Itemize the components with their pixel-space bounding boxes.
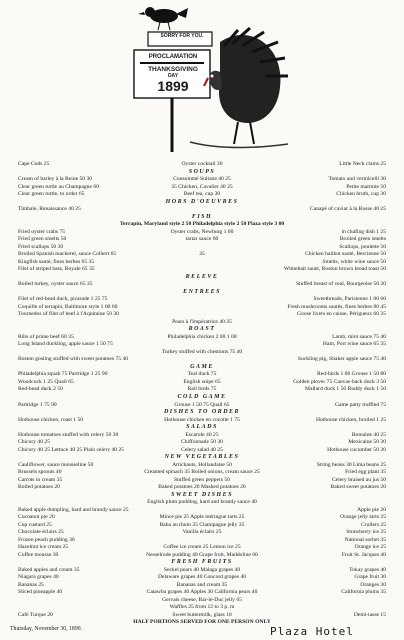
menu-row bbox=[8, 528, 396, 536]
menu-item-center: Chiffonnade 50 30 bbox=[181, 439, 223, 445]
sign-thanksgiving: THANKSGIVING bbox=[148, 66, 198, 73]
menu-item-left: Cape Cods 25 bbox=[18, 161, 50, 167]
section-heading: GAME bbox=[190, 364, 214, 370]
menu-item-left: Broiled Spanish mackerel, sauce Colbert 65 bbox=[18, 251, 117, 257]
menu-item-center: Philadelphia chicken 2 00 1 00 bbox=[167, 334, 237, 340]
menu-item-left: Coffee mousse 30 bbox=[18, 552, 59, 558]
menu-row bbox=[8, 438, 396, 446]
menu-item-right: Celery braised au jus 50 bbox=[331, 477, 386, 483]
menu-row bbox=[8, 310, 396, 318]
menu-row bbox=[8, 355, 396, 363]
menu-item-right: Suckling pig, Shaker apple sauce 75 40 bbox=[297, 356, 386, 362]
menu-item-left: Red-head duck 2 50 bbox=[18, 386, 63, 392]
section-heading: SALADS bbox=[186, 424, 218, 430]
menu-item-left: Coquille of terrapin, Baltimore style 1 00 60 bbox=[18, 304, 118, 310]
menu-item-right: Romaine 40 25 bbox=[351, 432, 386, 438]
menu-item-right: Mexicaine 50 30 bbox=[348, 439, 386, 445]
crow-icon bbox=[138, 7, 188, 30]
menu-row bbox=[8, 385, 396, 393]
menu-item-right: Chicken halibut sauté, Bercienne 50 bbox=[305, 251, 386, 257]
menu-item-center: Coffee ice cream 25 Lemon ice 25 bbox=[163, 544, 241, 550]
section-heading: COLD GAME bbox=[177, 394, 227, 400]
menu-row bbox=[8, 295, 396, 303]
menu-item-right: Broiled green smelts bbox=[339, 236, 386, 242]
menu-item-right: Fried egg plant 35 bbox=[345, 469, 386, 475]
menu-item-center: Bananas and cream 35 bbox=[176, 582, 228, 588]
menu-item-right: Scallops, poulette 50 bbox=[339, 244, 386, 250]
section-heading: FRESH FRUITS bbox=[171, 559, 233, 565]
menu-item-left: Filet of red-head duck, picarade 1 25 75 bbox=[18, 296, 108, 302]
menu-item-right: Goose livers en caisse, Périgueux 60 35 bbox=[296, 311, 386, 317]
menu-item-right: Lamb, mint sauce 75 40 bbox=[332, 334, 386, 340]
menu-item-center: Oyster crabs, Newburg 1 00 bbox=[170, 229, 234, 235]
section-heading: ROAST bbox=[188, 326, 216, 332]
menu-item-right: Little Neck clams 25 bbox=[339, 161, 386, 167]
menu-row bbox=[8, 573, 396, 581]
menu-item-right: Chicken broth, cup 30 bbox=[336, 191, 386, 197]
menu-item-center: Gervais cheese, Bar-le-Duc jelly 65 bbox=[162, 597, 242, 603]
menu-item-right: Canapé of caviar à la Russe 40 25 bbox=[310, 206, 386, 212]
menu-item-left: Fried oyster crabs 75 bbox=[18, 229, 66, 235]
menu-date: Thursday, November 30, 1899. bbox=[10, 626, 83, 632]
menu-row bbox=[8, 160, 396, 168]
menu-item-center: Pears à l'Impératrice 40 25 bbox=[172, 319, 232, 325]
menu-item-right: Orange ice 25 bbox=[354, 544, 386, 550]
menu-item-center: Teal duck 75 bbox=[187, 371, 217, 377]
menu-row bbox=[8, 498, 396, 506]
menu-item-left: Boiled turkey, oyster sauce 65 35 bbox=[18, 281, 93, 287]
menu-item-right: Tomato and vermicelli 30 bbox=[328, 176, 386, 182]
section-heading: FISH bbox=[191, 214, 213, 220]
menu-item-right: Baked sweet potatoes 20 bbox=[330, 484, 386, 490]
menu-item-center: English snipe 65 bbox=[183, 379, 221, 385]
menu-item-right: Hothouse cucumber 50 30 bbox=[327, 447, 386, 453]
menu-item-left: Clear green turtle au Champagne 60 bbox=[18, 184, 99, 190]
menu-item-left: Cauliflower, sauce mousseline 50 bbox=[18, 462, 94, 468]
menu-item-left: Chocolate éclairs 25 bbox=[18, 529, 64, 535]
menu-row bbox=[8, 175, 396, 183]
menu-item-right: Fresh mushrooms sautés, fines herbes 80 45 bbox=[287, 304, 386, 310]
menu-item-left: Clear green turtle, to order 65 bbox=[18, 191, 85, 197]
menu-item-center: English plum pudding, hard and brandy sauce 40 bbox=[147, 499, 257, 505]
menu-row bbox=[8, 603, 396, 611]
menu-item-right: Demi-tasse 15 bbox=[353, 612, 386, 618]
menu-item-center: Catawba grapes 40 Apples 30 California pears 40 bbox=[146, 589, 258, 595]
hotel-name: Plaza Hotel bbox=[270, 625, 354, 638]
menu-item-right: Game patty truffled 75 bbox=[334, 402, 386, 408]
menu-item-left: Kingfish sauté, fines herbes 65 35 bbox=[18, 259, 95, 265]
menu-item-center: Baba au rhum 25 Champagne jelly 35 bbox=[159, 522, 245, 528]
menu-row bbox=[8, 205, 396, 213]
menu-item-center: Grouse 1 50 75 Quail 65 bbox=[174, 402, 230, 408]
menu-item-left: Fried scallops 50 30 bbox=[18, 244, 64, 250]
menu-item-center: Celery salad 40 25 bbox=[181, 447, 223, 453]
menu-item-right: California plums 35 bbox=[341, 589, 386, 595]
sign-day: DAY bbox=[167, 73, 179, 79]
menu-item-right: Oranges 30 bbox=[360, 582, 386, 588]
section-heading: SOUPS bbox=[188, 169, 216, 175]
menu-row bbox=[8, 250, 396, 258]
sign-year: 1899 bbox=[157, 78, 189, 94]
menu-item-center: Delaware grapes 40 Concord grapes 40 bbox=[157, 574, 247, 580]
menu-item-left: Baked apple dumpling, hard and brandy sauce 25 bbox=[18, 507, 129, 513]
menu-item-right: Ham, Port wine sauce 65 35 bbox=[322, 341, 386, 347]
menu-item-left: Niagara grapes 40 bbox=[18, 574, 59, 580]
section-heading: HORS D'OEUVRES bbox=[165, 199, 239, 205]
sign-proclamation: PROCLAMATION bbox=[148, 54, 198, 60]
menu-item-center: Sweet buttermilk, glass 10 bbox=[172, 612, 232, 618]
menu-item-center: 35 Chicken, Cavalier 40 25 bbox=[171, 184, 233, 190]
menu-row bbox=[8, 483, 396, 491]
menu-item-center: Consommé Sultane 40 25 bbox=[173, 176, 231, 182]
menu-item-left: Cup custard 25 bbox=[18, 522, 52, 528]
section-heading: SWEET DISHES bbox=[171, 492, 233, 498]
menu-item-center: Escarole 40 25 bbox=[185, 432, 219, 438]
menu-item-center: tartar sauce 60 bbox=[185, 236, 219, 242]
menu-row bbox=[8, 340, 396, 348]
menu-item-right: Smelts, white wine sauce 50 bbox=[322, 259, 386, 265]
menu-item-center: 35 bbox=[199, 251, 205, 257]
menu-item-right: Fruit St. Jacques 40 bbox=[341, 552, 386, 558]
menu-item-left: Carrots in cream 35 bbox=[18, 477, 63, 483]
menu-body bbox=[8, 160, 396, 636]
menu-item-left: Boston gosling stuffed with sweet potatoes 75 40 bbox=[18, 356, 129, 362]
menu-item-center: Hothouse chicken en cocotte 1 75 bbox=[164, 417, 240, 423]
menu-item-right: Strawberry ice 25 bbox=[346, 529, 386, 535]
menu-row bbox=[8, 190, 396, 198]
menu-item-left: Boiled potatoes 20 bbox=[18, 484, 60, 490]
menu-item-right: Sweetbreads, Parisienne 1 00 60 bbox=[313, 296, 386, 302]
menu-row bbox=[8, 468, 396, 476]
menu-item-right: Tokay grapes 40 bbox=[349, 567, 386, 573]
menu-item-center: Nesselrode pudding 40 Grape fruit, Maddoline 60 bbox=[146, 552, 258, 558]
menu-row bbox=[8, 235, 396, 243]
menu-item-right: Petite marmite 50 bbox=[346, 184, 386, 190]
menu-item-right: Golden plover 75 Canvas-back duck 3 50 bbox=[293, 379, 386, 385]
menu-item-center: Artichauts, Hollandaise 50 bbox=[172, 462, 232, 468]
menu-item-center: Turkey stuffed with chestnuts 75 40 bbox=[161, 349, 243, 355]
menu-item-left: Frozen peach pudding 30 bbox=[18, 537, 75, 543]
menu-item-left: Hothouse tomatoes stuffed with celery 50 30 bbox=[18, 432, 119, 438]
menu-item-left: Chicory 40 25 Lettuce 40 25 Plain celery 40 25 bbox=[18, 447, 125, 453]
menu-row-bold: Terrapin, Maryland style 2 50 Philadelphia style 2 50 Plaza style 3 00 bbox=[119, 221, 285, 227]
menu-item-center: Vanilla éclairs 25 bbox=[182, 529, 222, 535]
menu-item-right: Crullers 25 bbox=[360, 522, 386, 528]
menu-item-center: Stuffed green peppers 50 bbox=[174, 477, 230, 483]
menu-item-right: Orange jelly tarts 25 bbox=[340, 514, 386, 520]
menu-item-center: Creamed spinach 35 Boiled onions, cream sauce 25 bbox=[144, 469, 260, 475]
menu-row bbox=[8, 265, 396, 273]
sign-top-text: SORRY FOR YOU. bbox=[160, 33, 204, 39]
menu-item-left: Long Island duckling, apple sauce 1 50 75 bbox=[18, 341, 113, 347]
section-heading: RELEVE bbox=[185, 274, 219, 280]
menu-item-left: Sliced pineapple 40 bbox=[18, 589, 63, 595]
menu-row bbox=[8, 280, 396, 288]
menu-item-right: Whitebait sauté, Boston brown bread toast 50 bbox=[283, 266, 386, 272]
menu-item-center: Oyster cocktail 30 bbox=[181, 161, 223, 167]
menu-item-right: in chafing dish 1 25 bbox=[341, 229, 386, 235]
menu-item-left: Brussels sprouts 40 bbox=[18, 469, 62, 475]
menu-item-center: Seckel pears 40 Malaga grapes 40 bbox=[163, 567, 241, 573]
menu-item-right: Hothouse chicken, broiled 1 25 bbox=[315, 417, 386, 423]
menu-item-center: Rail birds 75 bbox=[187, 386, 217, 392]
section-heading: NEW VEGETABLES bbox=[164, 454, 240, 460]
menu-item-left: Cream of barley à la Reine 50 30 bbox=[18, 176, 93, 182]
menu-item-left: Filet of striped bass, Royale 65 35 bbox=[18, 266, 95, 272]
menu-item-left: Hothouse chicken, roast 1 50 bbox=[18, 417, 84, 423]
menu-row bbox=[8, 543, 396, 551]
menu-row-bold: HALF PORTIONS SERVED FOR ONE PERSON ONLY bbox=[133, 619, 271, 625]
section-heading: ENTREES bbox=[183, 289, 221, 295]
menu-item-left: Chicory 40 25 bbox=[18, 439, 51, 445]
section-heading: DISHES TO ORDER bbox=[163, 409, 241, 415]
menu-item-right: Red-birds 1 00 Grouse 1 50 80 bbox=[317, 371, 386, 377]
menu-item-left: Tournedos of filet of beef à l'Aquitaine 50 30 bbox=[18, 311, 119, 317]
menu-item-left: Philadelphia squab 75 Partridge 1 25 90 bbox=[18, 371, 108, 377]
menu-row bbox=[8, 370, 396, 378]
menu-item-right: National sorbet 35 bbox=[344, 537, 386, 543]
menu-item-left: Timbale, Renaissance 40 25 bbox=[18, 206, 81, 212]
menu-item-right: Grape fruit 30 bbox=[354, 574, 386, 580]
menu-item-center: Mince pie 25 Apple méringue tarts 25 bbox=[159, 514, 245, 520]
menu-row bbox=[8, 513, 396, 521]
menu-item-left: Woodcock 1 25 Quail 65 bbox=[18, 379, 74, 385]
menu-item-left: Ribs of prime beef 60 35 bbox=[18, 334, 74, 340]
menu-row bbox=[8, 588, 396, 596]
menu-item-right: Apple pie 20 bbox=[357, 507, 386, 513]
menu-item-left: Bananas 25 bbox=[18, 582, 44, 588]
menu-item-right: Stuffed breast of veal, Bourgeoise 50 30 bbox=[295, 281, 386, 287]
menu-row bbox=[8, 220, 396, 228]
menu-item-left: Café Turque 20 bbox=[18, 612, 53, 618]
menu-item-left: Baked apples and cream 35 bbox=[18, 567, 80, 573]
menu-header-illustration bbox=[120, 2, 290, 160]
menu-item-center: Baked potatoes 20 Mashed potatoes 20 bbox=[158, 484, 246, 490]
menu-item-center: Waffles 25 from 12 to 3 p. m bbox=[169, 604, 235, 610]
menu-item-right: String beans 30 Lima beans 25 bbox=[316, 462, 386, 468]
menu-item-left: Fried green smelts 50 bbox=[18, 236, 67, 242]
menu-item-left: Partridge 1 75 90 bbox=[18, 402, 57, 408]
menu-item-center: Beef tea, cup 30 bbox=[183, 191, 221, 197]
menu-item-right: Mallard duck 1 50 Ruddy duck 1 50 bbox=[305, 386, 386, 392]
menu-item-left: Cocoanut pie 20 bbox=[18, 514, 55, 520]
menu-item-left: Hazelnut ice cream 25 bbox=[18, 544, 69, 550]
